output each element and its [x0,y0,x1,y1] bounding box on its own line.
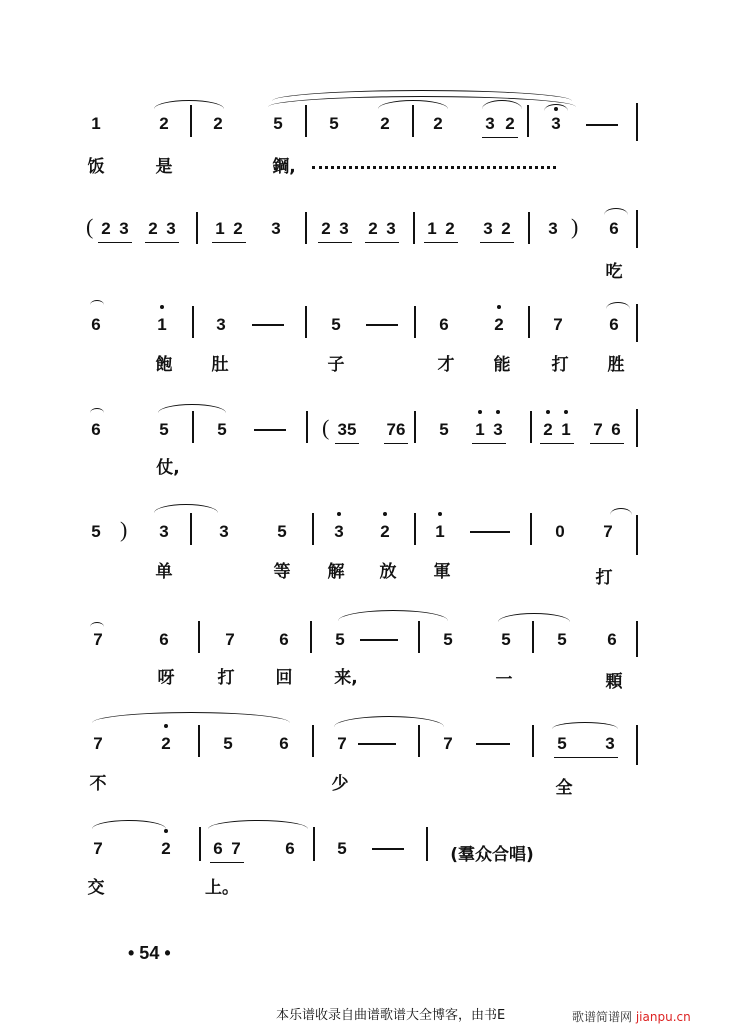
note: 6 [609,219,619,238]
extension-dash [360,639,398,641]
underline [212,242,246,243]
lyric: 呀 [157,668,175,688]
octave-dot [164,724,168,728]
note: 7 [553,315,563,334]
slur [610,508,632,515]
slur [158,404,226,413]
note: 5 [439,420,449,439]
note: 35 [337,420,357,439]
lyric: 饭 [87,157,105,177]
bar-line [414,306,416,338]
note: 1 [91,114,101,133]
note: 3 [386,219,396,238]
footer-credit: 本乐谱收录自曲谱歌谱大全博客，由书E [276,1008,506,1023]
fermata-dot [554,107,558,111]
bar-line [530,513,532,545]
note: 2 [161,734,171,753]
note: 3 [548,219,558,238]
bar-line [636,725,638,765]
extension-dash [252,324,284,326]
lyric: 肚 [211,355,229,375]
octave-dot [164,829,168,833]
lyric: 打 [551,355,569,375]
note: 7 [93,630,103,649]
bar-line [306,411,308,443]
note: 2 [101,219,111,238]
note: 6 [91,315,101,334]
bar-line [192,411,194,443]
bar-line [312,513,314,545]
slur [552,722,618,729]
note: 0 [555,522,565,541]
note: 6 [609,315,619,334]
note: 7 [93,839,103,858]
bar-line [532,725,534,757]
bar-line [305,306,307,338]
note: 5 [159,420,169,439]
octave-dot [546,410,550,414]
extension-dash [372,848,404,850]
lyric: 等 [273,562,291,582]
note: 5 [277,522,287,541]
note: 7 [93,734,103,753]
underline [384,443,408,444]
slur [92,820,166,829]
annotation: (羣众合唱) [450,845,534,865]
lyric: 打 [217,668,235,688]
note: 3 [219,522,229,541]
note: 6 [279,734,289,753]
bar-line [532,621,534,653]
note: 2 [445,219,455,238]
underline [590,443,624,444]
note: 6 [159,630,169,649]
note: 6 [285,839,295,858]
note: 3 [485,114,495,133]
slur [154,504,218,513]
bar-line [414,513,416,545]
lyric: 軍 [433,562,451,582]
slur [90,300,104,305]
bar-line [636,304,638,342]
note: 6 [279,630,289,649]
lyric: 少 [331,774,349,794]
slur [334,716,444,727]
bar-line [190,105,192,137]
bar-line [636,621,638,657]
paren: ) [571,214,579,239]
lyric: 打 [595,568,613,588]
note: 3 [119,219,129,238]
note: 1 [157,315,167,334]
note: 6 [607,630,617,649]
slur [92,712,290,723]
watermark-site-name: 歌谱简谱网 [572,1010,633,1024]
note: 2 [161,839,171,858]
bar-line [527,105,529,137]
note: 6 [213,839,223,858]
bar-line [418,725,420,757]
note: 3 [483,219,493,238]
octave-dot [438,512,442,516]
note: 5 [273,114,283,133]
lyric: 单 [155,562,173,582]
note: 3 [159,522,169,541]
slur [606,302,630,309]
octave-dot [496,410,500,414]
note: 7 [603,522,613,541]
note: 5 [557,630,567,649]
lyric: 上。 [205,878,239,898]
extension-dash [586,124,618,126]
watermark [572,1008,691,1025]
dotted-leader [312,166,556,169]
note: 5 [329,114,339,133]
bar-line [426,827,428,861]
underline [482,137,518,138]
bar-line [310,621,312,653]
note: 3 [551,114,561,133]
lyric: 交 [87,878,105,898]
octave-dot [478,410,482,414]
note: 2 [368,219,378,238]
underline [145,242,179,243]
note: 6 [91,420,101,439]
extension-dash [366,324,398,326]
note: 1 [561,420,571,439]
slur [604,208,628,215]
bar-line [313,827,315,861]
bar-line [190,513,192,545]
note: 3 [334,522,344,541]
note: 1 [475,420,485,439]
underline [318,242,352,243]
note: 5 [217,420,227,439]
note: 3 [216,315,226,334]
extension-dash [254,429,286,431]
note: 3 [271,219,281,238]
bar-line [636,103,638,141]
bar-line [418,621,420,653]
underline [424,242,458,243]
underline [540,443,574,444]
octave-dot [160,305,164,309]
slur [498,613,570,622]
note: 3 [166,219,176,238]
octave-dot [497,305,501,309]
bar-line [312,725,314,757]
bar-line [412,105,414,137]
bar-line [528,212,530,244]
note: 1 [427,219,437,238]
note: 6 [611,420,621,439]
note: 3 [339,219,349,238]
bar-line [414,411,416,443]
note: 2 [501,219,511,238]
lyric: 来, [334,668,358,688]
note: 2 [505,114,515,133]
note: 5 [223,734,233,753]
slur [90,408,104,413]
note: 2 [494,315,504,334]
note: 76 [386,420,406,439]
note: 5 [335,630,345,649]
octave-dot [383,512,387,516]
extension-dash [470,531,510,533]
slur [154,100,224,109]
note: 5 [337,839,347,858]
lyric: 不 [89,774,107,794]
note: 5 [557,734,567,753]
paren: ) [120,517,128,542]
bar-line [192,306,194,338]
underline [335,443,359,444]
bar-line [305,212,307,244]
note: 5 [443,630,453,649]
note: 3 [493,420,503,439]
bar-line [305,105,307,137]
octave-dot [337,512,341,516]
note: 7 [593,420,603,439]
lyric: 一 [495,670,513,690]
bar-line [636,409,638,447]
underline [480,242,514,243]
lyric: 解 [327,562,345,582]
underline [98,242,132,243]
lyric: 是 [155,157,173,177]
note: 2 [321,219,331,238]
note: 7 [231,839,241,858]
note: 2 [543,420,553,439]
note: 5 [91,522,101,541]
underline [554,757,618,758]
note: 5 [331,315,341,334]
page-number: • 54 • [128,943,171,963]
watermark-domain: jianpu.cn [635,1010,691,1024]
note: 1 [435,522,445,541]
bar-line [528,306,530,338]
slur [338,610,448,621]
lyric: 才 [437,355,455,375]
extension-dash [358,743,396,745]
underline [210,862,244,863]
underline [365,242,399,243]
lyric: 仗, [156,458,180,478]
paren: ( [322,415,330,440]
lyric: 吃 [605,262,623,282]
note: 2 [433,114,443,133]
bar-line [196,212,198,244]
lyric: 放 [379,562,397,582]
note: 5 [501,630,511,649]
bar-line [199,827,201,861]
bar-line [636,515,638,555]
lyric: 鋼, [272,157,296,177]
note: 2 [380,114,390,133]
lyric: 全 [555,778,573,798]
note: 2 [380,522,390,541]
note: 3 [605,734,615,753]
extension-dash [476,743,510,745]
note: 2 [148,219,158,238]
bar-line [198,725,200,757]
note: 7 [443,734,453,753]
note: 1 [215,219,225,238]
octave-dot [564,410,568,414]
note: 6 [439,315,449,334]
lyric: 回 [275,668,293,688]
bar-line [413,212,415,244]
lyric: 子 [327,355,345,375]
underline [472,443,506,444]
note: 2 [213,114,223,133]
bar-line [636,210,638,248]
note: 7 [225,630,235,649]
paren: ( [86,214,94,239]
slur [208,820,308,829]
lyric: 顆 [605,672,623,692]
bar-line [198,621,200,653]
bar-line [530,411,532,443]
lyric: 胜 [607,355,625,375]
note: 2 [159,114,169,133]
note: 7 [337,734,347,753]
lyric: 飽 [155,355,173,375]
lyric: 能 [493,355,511,375]
note: 2 [233,219,243,238]
slur [90,622,104,627]
